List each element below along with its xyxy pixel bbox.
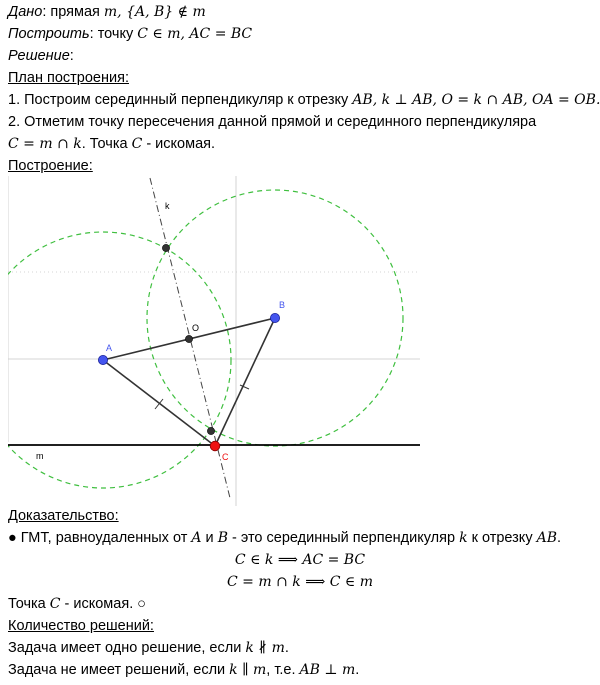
- segment-bc: [215, 318, 275, 446]
- construct-line: [8, 24, 252, 44]
- plan-step-2b-text2: - искомая.: [142, 136, 216, 152]
- point-b: [270, 313, 279, 322]
- proof-bullet: [8, 528, 561, 548]
- given-text: : прямая: [42, 4, 104, 20]
- point-intersection-bottom: [207, 427, 214, 434]
- plan-heading: План построения:: [8, 70, 129, 86]
- given-line: [8, 2, 206, 22]
- proof-bullet-text: ● ГМТ, равноудаленных от: [8, 530, 192, 546]
- proof-t2: - это серединный перпендикуляр: [227, 530, 460, 546]
- proof-t4: .: [557, 530, 562, 546]
- construction-heading: Построение:: [8, 158, 93, 174]
- solutions-none-math2: AB ⊥ m: [299, 662, 356, 678]
- circles: [8, 190, 403, 488]
- solutions-none: [8, 660, 359, 680]
- solutions-none-math: k ∥ m: [229, 662, 267, 678]
- proof-heading: Доказательство:: [8, 508, 119, 524]
- construct-text: : точку: [89, 26, 138, 42]
- plan-step-2b: [8, 134, 215, 154]
- proof-equation-1: C ∈ k ⟹ AC = BC: [234, 552, 366, 568]
- proof-conclusion-text2: - искомая. ○: [60, 596, 147, 612]
- solutions-heading: Количество решений:: [8, 618, 154, 634]
- proof-m4: AB: [536, 530, 557, 546]
- point-a: [98, 355, 107, 364]
- proof-m3: k: [459, 530, 468, 546]
- plan-step-2b-math: C = m ∩ k: [8, 136, 82, 152]
- grid: [8, 176, 420, 506]
- proof-equation-2: C = m ∩ k ⟹ C ∈ m: [227, 574, 373, 590]
- plan-step-1-text: 1. Построим серединный перпендикуляр к отрезку: [8, 92, 353, 108]
- plan-step-2b-math2: C: [131, 136, 143, 152]
- proof-conclusion: [8, 594, 146, 614]
- point-intersection-top: [162, 244, 169, 251]
- proof-m2: B: [217, 530, 228, 546]
- proof-t3: к отрезку: [467, 530, 537, 546]
- label-o: O: [192, 323, 200, 333]
- label-m: m: [36, 451, 44, 461]
- plan-step-2: 2. Отметим точку пересечения данной прямой и серединного перпендикуляра: [8, 114, 537, 130]
- given-math: m, {A, B} ∉ m: [103, 4, 206, 20]
- solutions-one: [8, 638, 289, 658]
- solutions-one-math: k ∦ m: [245, 640, 285, 656]
- label-b: B: [279, 300, 286, 310]
- plan-step-1-math: AB, k ⊥ AB, O = k ∩ AB, OA = OB.: [352, 92, 600, 108]
- solutions-one-end: .: [284, 640, 289, 656]
- label-k: k: [165, 201, 170, 211]
- solutions-none-text2: , т.е.: [266, 662, 300, 678]
- proof-conclusion-text: Точка: [8, 596, 50, 612]
- construct-label: Построить: [8, 26, 90, 42]
- proof-m1: A: [191, 530, 202, 546]
- point-o: [185, 335, 192, 342]
- point-c: [210, 441, 220, 451]
- solutions-none-end: .: [355, 662, 360, 678]
- construct-math: C ∈ m, AC = BC: [137, 26, 253, 42]
- proof-t1: и: [201, 530, 218, 546]
- construction-figure: [8, 176, 420, 506]
- circle-a: [8, 232, 231, 488]
- label-a: A: [106, 343, 113, 353]
- solutions-one-text: Задача имеет одно решение, если: [8, 640, 246, 656]
- label-c: C: [222, 452, 229, 462]
- solution-line: Решение:: [8, 48, 74, 64]
- given-label: Дано: [8, 4, 43, 20]
- proof-conclusion-math: C: [49, 596, 61, 612]
- solutions-none-text: Задача не имеет решений, если: [8, 662, 230, 678]
- plan-step-1: [8, 90, 600, 110]
- plan-step-2b-text1: . Точка: [81, 136, 132, 152]
- solution-label: Решение: [8, 48, 70, 64]
